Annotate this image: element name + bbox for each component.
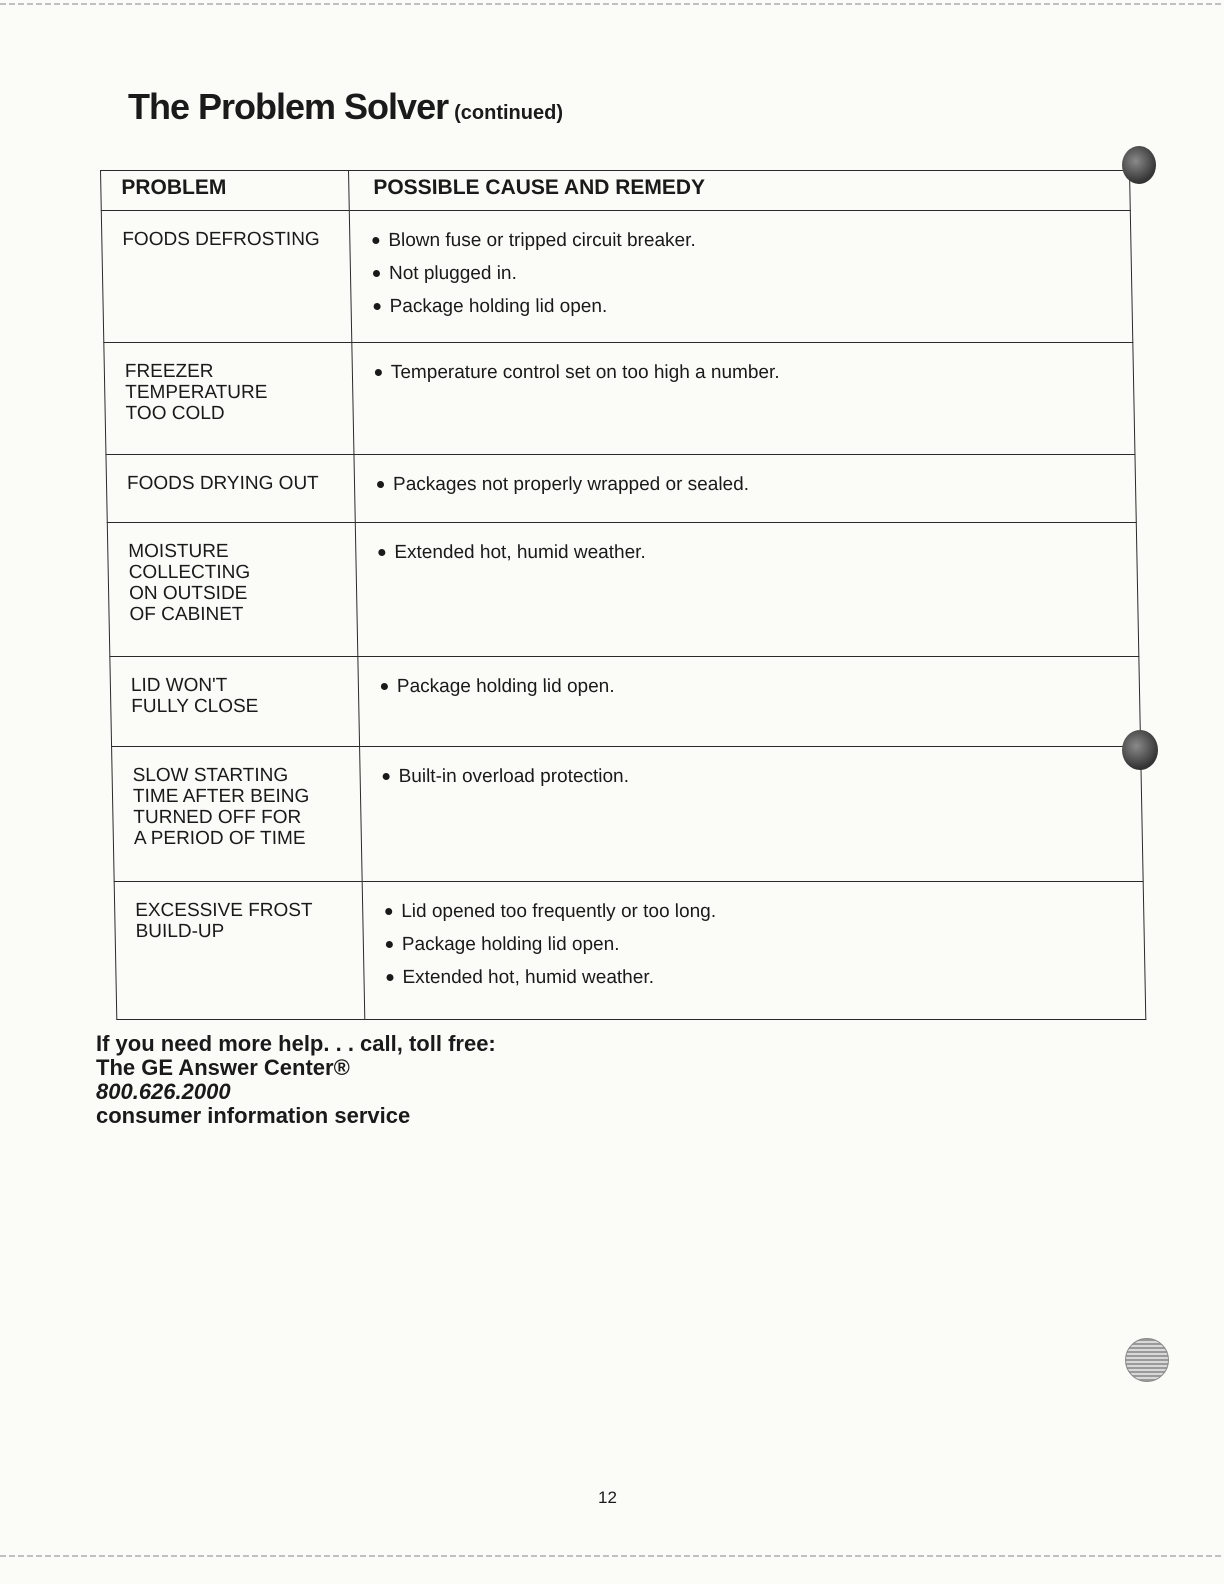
problem-cell: SLOW STARTING TIME AFTER BEING TURNED OFF FOR A PERIOD OF TIME (112, 747, 363, 882)
table-row (107, 523, 1139, 657)
cause-text: Packages not properly wrapped or sealed. (392, 474, 750, 495)
help-intro: If you need more help. . . call, toll free: (96, 1031, 496, 1056)
table-body (101, 211, 1146, 1020)
bullet-icon (378, 549, 385, 556)
page-subtitle: (continued) (454, 102, 563, 124)
causes-cell (354, 455, 1136, 523)
cause-list (378, 541, 1126, 564)
page-title-text: The Problem Solver (128, 86, 449, 127)
problem-column-header: PROBLEM (101, 171, 350, 211)
cause-item (385, 900, 1133, 923)
problem-cell: FOODS DRYING OUT (106, 455, 355, 523)
cause-item (373, 262, 1121, 285)
cause-item (381, 675, 1129, 698)
cause-list (382, 765, 1130, 788)
bullet-icon (374, 303, 381, 310)
table-row (110, 657, 1141, 747)
table-row (101, 211, 1133, 343)
bullet-icon (385, 908, 392, 915)
cause-text: Package holding lid open. (396, 676, 615, 697)
problem-solver-table (100, 170, 1146, 1020)
toll-free-phone: 800.626.2000 (96, 1079, 231, 1104)
cause-list (375, 361, 1123, 384)
cause-item (386, 933, 1134, 956)
bullet-icon (375, 369, 382, 376)
bullet-icon (377, 481, 384, 488)
cause-item (386, 966, 1134, 989)
table-row (106, 455, 1136, 523)
binder-hole-icon (1122, 730, 1158, 770)
causes-cell (355, 523, 1139, 657)
causes-cell (360, 747, 1144, 882)
bullet-icon (383, 773, 390, 780)
problem-cell: FREEZER TEMPERATURE TOO COLD (104, 343, 354, 455)
cause-text: Temperature control set on too high a number. (390, 362, 780, 383)
cause-item (373, 295, 1121, 318)
cause-item (375, 361, 1123, 384)
table-row (112, 747, 1144, 882)
cause-text: Package holding lid open. (389, 296, 608, 317)
problem-cell: LID WON'T FULLY CLOSE (110, 657, 360, 747)
cause-list (377, 473, 1125, 496)
cause-item (372, 229, 1120, 252)
help-contact-block (96, 1032, 496, 1128)
table-row (104, 343, 1135, 455)
problem-cell: EXCESSIVE FROST BUILD-UP (114, 882, 365, 1020)
page-number: 12 (598, 1488, 617, 1507)
cause-text: Lid opened too frequently or too long. (401, 901, 717, 922)
bullet-icon (386, 941, 393, 948)
cause-text: Extended hot, humid weather. (394, 542, 646, 563)
cause-text: Not plugged in. (388, 263, 518, 284)
bullet-icon (372, 237, 379, 244)
cause-list (385, 900, 1135, 989)
bullet-icon (386, 974, 393, 981)
cause-text: Blown fuse or tripped circuit breaker. (388, 230, 696, 251)
scan-edge-top (0, 3, 1224, 5)
causes-cell (352, 343, 1135, 455)
table-row (114, 882, 1146, 1020)
binder-hole-icon (1125, 1338, 1169, 1382)
causes-cell (362, 882, 1146, 1020)
cause-item (382, 765, 1130, 788)
service-description: consumer information service (96, 1103, 411, 1128)
answer-center-name: The GE Answer Center® (96, 1055, 350, 1080)
cause-item (378, 541, 1126, 564)
causes-cell (349, 211, 1133, 343)
bullet-icon (373, 270, 380, 277)
table-header-row (101, 171, 1131, 211)
cause-text: Built-in overload protection. (398, 766, 630, 787)
scan-edge-bottom (0, 1555, 1224, 1557)
causes-cell (358, 657, 1141, 747)
cause-column-header: POSSIBLE CAUSE AND REMEDY (349, 171, 1131, 211)
cause-item (377, 473, 1125, 496)
cause-list (381, 675, 1129, 698)
page-title (128, 86, 563, 128)
bullet-icon (381, 683, 388, 690)
problem-cell: MOISTURE COLLECTING ON OUTSIDE OF CABINET (107, 523, 358, 657)
cause-list (372, 229, 1122, 318)
binder-hole-icon (1122, 146, 1156, 184)
cause-text: Extended hot, humid weather. (402, 967, 655, 988)
cause-text: Package holding lid open. (401, 934, 620, 955)
problem-cell: FOODS DEFROSTING (101, 211, 352, 343)
